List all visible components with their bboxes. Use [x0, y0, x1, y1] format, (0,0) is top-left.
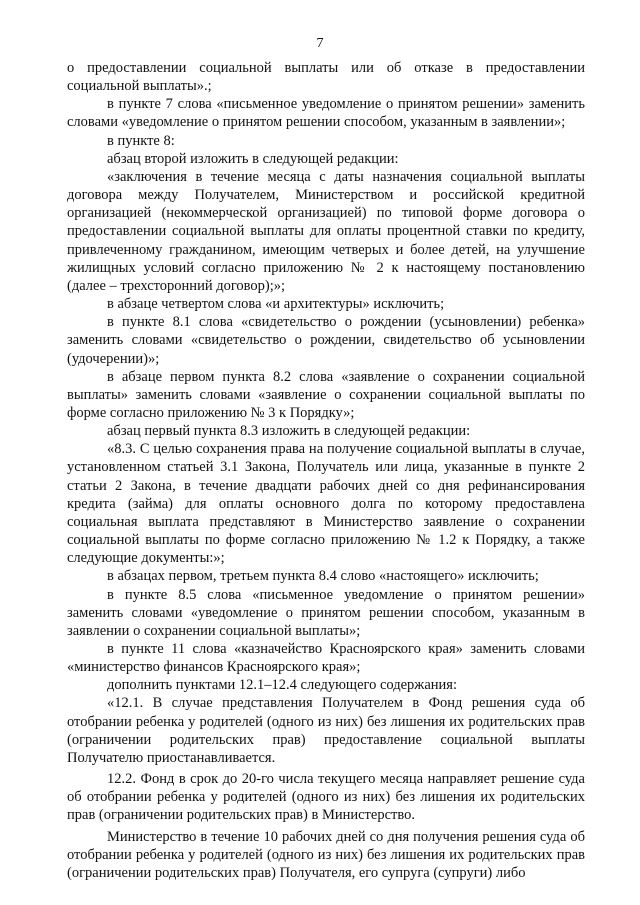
- paragraph: в пункте 11 слова «казначейство Красноярского края» заменить словами «министерство финансов Красноярского края»;: [67, 641, 585, 676]
- paragraph: «8.3. С целью сохранения права на получение социальной выплаты в случае, установленном статьей 3.1 Закона, Получатель или лица, указанные в пункте 2 статьи 2 Закона, в течение двадцати рабочих дней со дня рефинансирования кредита (займа) для оплаты основного долга по которому предоставлена социальная выплата представляют в Министерство заявление о сохранении социальной выплаты по форме согласно приложению № 1.2 к Порядку, а также следующие документы:»;: [67, 441, 585, 567]
- paragraph: 12.2. Фонд в срок до 20-го числа текущего месяца направляет решение суда об отобрании ребенка у родителей (одного из них) без лишения их родительских прав (ограничении родительских прав) в Министерство.: [67, 771, 585, 824]
- page-number: 7: [316, 36, 324, 51]
- paragraph: Министерство в течение 10 рабочих дней со дня получения решения суда об отобрании ребенка у родителей (одного из них) без лишения их родительских прав (ограничении родительских прав) Получателя, его супруга (супруги) либо: [67, 828, 585, 881]
- paragraph: в абзаце первом пункта 8.2 слова «заявление о сохранении социальной выплаты» заменить словами «заявление о сохранении социальной выплаты по форме согласно приложению № 3 к Порядку»;: [67, 368, 585, 421]
- paragraph: «12.1. В случае представления Получателем в Фонд решения суда об отобрании ребенка у родителей (одного из них) без лишения их родительских прав (ограничении родительских прав) предоставление социальной выплаты Получателю приостанавливается.: [67, 695, 585, 766]
- paragraph: в пункте 8.5 слова «письменное уведомление о принятом решении» заменить словами «уведомление о принятом решении способом, указанным в заявлении о сохранении социальной выплаты»;: [67, 586, 585, 639]
- paragraph: «заключения в течение месяца с даты назначения социальной выплаты договора между Получателем, Министерством и российской кредитной организацией (некоммерческой организацией) по типовой форме договора о предоставлении социальной выплаты для оплаты процентной ставки по кредиту, привлеченному гражданином, имеющим четверых и более детей, на улучшение жилищных условий согласно приложению № 2 к настоящему постановлению (далее – трехсторонний договор);»;: [67, 168, 585, 294]
- document-body: [67, 59, 585, 882]
- paragraph: дополнить пунктами 12.1–12.4 следующего содержания:: [107, 677, 457, 694]
- paragraph: в абзаце четвертом слова «и архитектуры» исключить;: [107, 296, 445, 313]
- paragraph: в пункте 8:: [107, 132, 175, 149]
- paragraph: в пункте 7 слова «письменное уведомление о принятом решении» заменить словами «уведомление о принятом решении способом, указанным в заявлении»;: [67, 96, 585, 131]
- paragraph: абзац второй изложить в следующей редакции:: [107, 150, 399, 167]
- paragraph: в пункте 8.1 слова «свидетельство о рождении (усыновлении) ребенка» заменить словами «свидетельство о рождении, свидетельство об усыновлении (удочерении)»;: [67, 314, 585, 367]
- paragraph: о предоставлении социальной выплаты или об отказе в предоставлении социальной выплаты».;: [67, 60, 585, 95]
- paragraph: абзац первый пункта 8.3 изложить в следующей редакции:: [107, 423, 471, 440]
- paragraph: в абзацах первом, третьем пункта 8.4 слово «настоящего» исключить;: [107, 568, 539, 585]
